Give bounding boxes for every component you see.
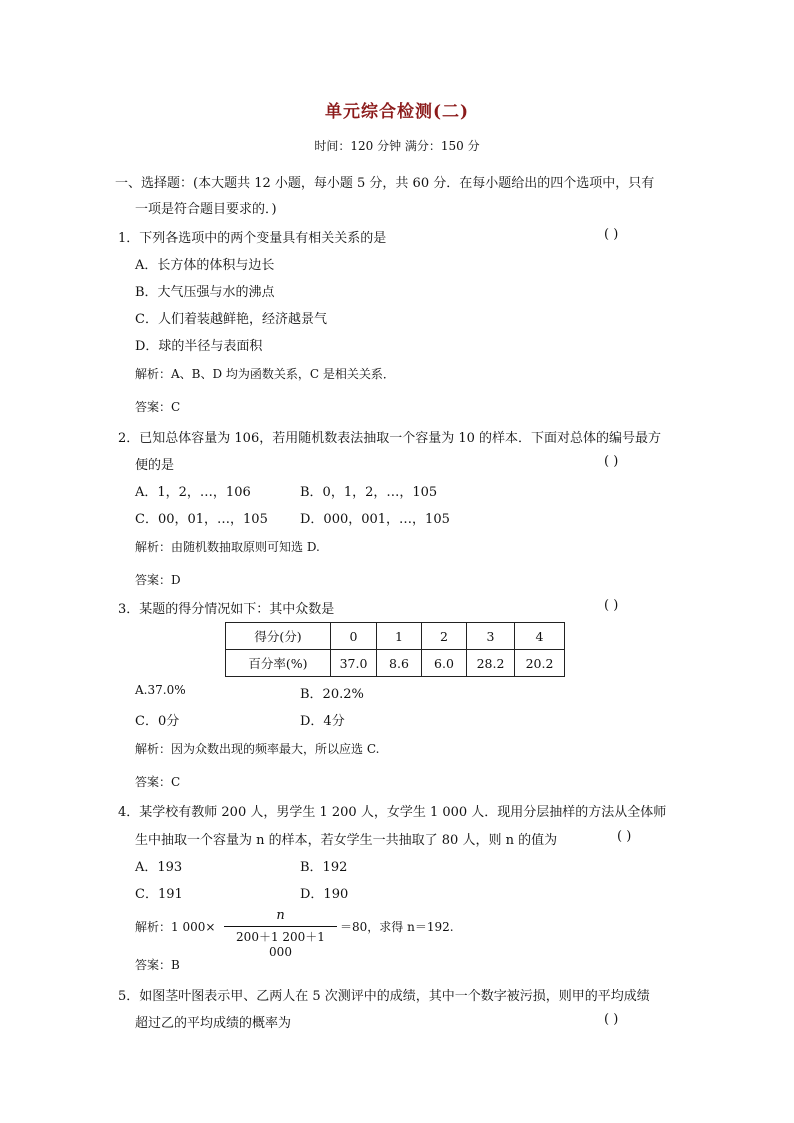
score-table bbox=[225, 622, 565, 677]
q2-option-c: C．00，01，…，105 bbox=[135, 512, 268, 527]
q3-answer: 答案：C bbox=[135, 775, 181, 789]
q3-option-c: C．0分 bbox=[135, 714, 180, 729]
table-cell: 得分(分) bbox=[226, 623, 331, 650]
q5-answer-blank: ( ) bbox=[604, 1012, 619, 1027]
fraction-numerator: n bbox=[276, 908, 285, 923]
q1-option-b: B．大气压强与水的沸点 bbox=[135, 285, 275, 300]
q4-stem-line1: 4．某学校有教师 200 人，男学生 1 200 人，女学生 1 000 人．现用分层抽样的方法从全体师 bbox=[118, 805, 667, 820]
table-cell: 3 bbox=[467, 623, 515, 650]
fraction-bar bbox=[224, 926, 337, 927]
q4-analysis-prefix: 解析：1 000× bbox=[135, 920, 216, 934]
table-cell: 28.2 bbox=[467, 650, 515, 677]
q3-option-d: D．4分 bbox=[300, 714, 345, 729]
q4-option-b: B．192 bbox=[300, 860, 348, 875]
section-heading-line2: 一项是符合题目要求的．) bbox=[135, 202, 277, 217]
table-row bbox=[226, 623, 565, 650]
q4-option-a: A．193 bbox=[135, 860, 183, 875]
q4-analysis-suffix: ＝80，求得 n＝192. bbox=[340, 920, 454, 934]
table-cell: 8.6 bbox=[377, 650, 422, 677]
q2-stem-line2: 便的是 bbox=[135, 458, 175, 473]
q2-option-a: A．1，2，…，106 bbox=[135, 485, 251, 500]
fraction-denominator: 200＋1 200＋1 000 bbox=[236, 930, 325, 959]
q2-analysis: 解析：由随机数抽取原则可知选 D. bbox=[135, 540, 320, 554]
q2-stem-line1: 2．已知总体容量为 106，若用随机数表法抽取一个容量为 10 的样本．下面对总体的编号最方 bbox=[118, 431, 662, 446]
q4-answer-blank: ( ) bbox=[617, 829, 632, 844]
table-cell: 37.0 bbox=[331, 650, 377, 677]
q2-option-d: D．000，001，…，105 bbox=[300, 512, 450, 527]
table-cell: 20.2 bbox=[515, 650, 565, 677]
q3-option-a: A.37.0% bbox=[135, 683, 186, 697]
q1-option-a: A．长方体的体积与边长 bbox=[135, 258, 275, 273]
q1-answer-blank: ( ) bbox=[604, 227, 619, 242]
table-cell: 2 bbox=[422, 623, 467, 650]
page-title: 单元综合检测(二) bbox=[324, 102, 470, 122]
exam-info: 时间：120 分钟 满分：150 分 bbox=[314, 139, 480, 153]
section-heading-line1: 一、选择题：(本大题共 12 小题，每小题 5 分，共 60 分．在每小题给出的四个选项中，只有 bbox=[115, 176, 655, 191]
table-cell: 4 bbox=[515, 623, 565, 650]
q3-stem: 3．某题的得分情况如下：其中众数是 bbox=[118, 602, 335, 617]
q3-analysis: 解析：因为众数出现的频率最大，所以应选 C. bbox=[135, 742, 380, 756]
q2-answer-blank: ( ) bbox=[604, 454, 619, 469]
q1-analysis: 解析：A、B、D 均为函数关系，C 是相关关系． bbox=[135, 367, 395, 381]
q2-answer: 答案：D bbox=[135, 573, 181, 587]
q1-option-d: D．球的半径与表面积 bbox=[135, 339, 263, 354]
q1-answer: 答案：C bbox=[135, 400, 181, 414]
q4-fraction bbox=[224, 908, 337, 959]
q3-option-b: B．20.2% bbox=[300, 687, 364, 702]
q4-stem-line2: 生中抽取一个容量为 n 的样本，若女学生一共抽取了 80 人，则 n 的值为 bbox=[135, 833, 558, 848]
q1-stem: 1．下列各选项中的两个变量具有相关关系的是 bbox=[118, 231, 387, 246]
q5-stem-line1: 5．如图茎叶图表示甲、乙两人在 5 次测评中的成绩，其中一个数字被污损，则甲的平均成绩 bbox=[118, 989, 650, 1004]
table-cell: 0 bbox=[331, 623, 377, 650]
table-cell: 6.0 bbox=[422, 650, 467, 677]
q5-stem-line2: 超过乙的平均成绩的概率为 bbox=[135, 1016, 292, 1031]
q3-answer-blank: ( ) bbox=[604, 598, 619, 613]
q1-option-c: C．人们着装越鲜艳，经济越景气 bbox=[135, 312, 327, 327]
q4-answer: 答案：B bbox=[135, 958, 180, 972]
table-cell: 1 bbox=[377, 623, 422, 650]
table-cell: 百分率(%) bbox=[226, 650, 331, 677]
q2-option-b: B．0，1，2，…，105 bbox=[300, 485, 438, 500]
q4-option-d: D．190 bbox=[300, 887, 349, 902]
table-row bbox=[226, 650, 565, 677]
q4-option-c: C．191 bbox=[135, 887, 183, 902]
